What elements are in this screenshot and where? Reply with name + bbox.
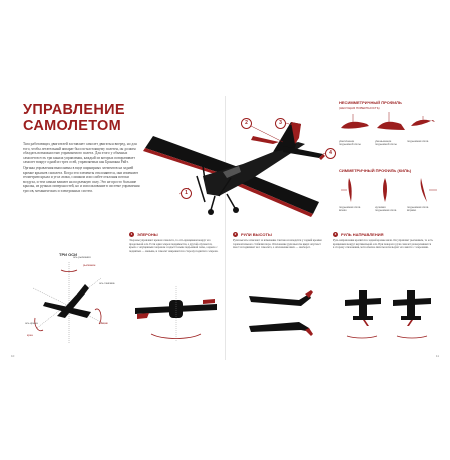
plane-top-view-fuselage <box>407 290 415 320</box>
sym-label: подъемная сила вправо <box>407 205 429 212</box>
book-spread <box>3 96 447 360</box>
plane-side-up <box>249 294 311 306</box>
roll-label: крен <box>27 333 33 337</box>
callout-2: 2 <box>241 118 252 129</box>
pitch-label: тангаж <box>99 321 108 325</box>
sym-airfoil <box>421 178 427 202</box>
rudder-diagram <box>337 286 437 346</box>
plane-top-view-tail <box>401 316 421 320</box>
rudder-deflected <box>407 320 413 326</box>
section-2-marker: 2 <box>234 232 237 236</box>
wheel <box>208 209 214 215</box>
aileron-down <box>137 313 149 319</box>
aileron-up <box>203 299 215 304</box>
section-3-title: РУЛЬ НАПРАВЛЕНИЯ <box>341 232 384 237</box>
section-1-marker: 1 <box>130 232 133 236</box>
section-1-text: Элероны управляют креном самолета, то есть вращением вокруг его продольной оси. Если один элерон поднимается, а другой опускается, крыло с опущенным элероном создает больше подъемной силы, а крыло с поднятым — меньше, и самолет накреняется в сторону поднятого элерона. <box>129 239 219 253</box>
asym-label: уменьшение подъемной силы <box>375 139 397 146</box>
airfoil-shape <box>411 120 435 126</box>
asym-label: подъемная сила <box>407 139 429 143</box>
sym-profile-diagrams <box>339 176 439 206</box>
wheel <box>233 207 239 213</box>
landing-gear <box>227 194 235 208</box>
rudder-deflected <box>363 320 369 326</box>
propeller <box>197 176 205 202</box>
sym-profile-title: СИММЕТРИЧНЫЙ ПРОФИЛЬ (КИЛЬ) <box>339 168 412 173</box>
asym-label: увеличение подъемной силы <box>339 139 361 146</box>
yaw-direction-arrow <box>347 336 377 338</box>
section-2-title: РУЛИ ВЫСОТЫ <box>241 232 272 237</box>
landing-gear <box>211 196 215 210</box>
page-number-left: 10 <box>11 354 15 358</box>
section-1-title: ЭЛЕРОНЫ <box>137 232 158 237</box>
sym-label: нулевая подъемная сила <box>375 205 397 212</box>
page-number-right: 11 <box>435 354 439 358</box>
sym-airfoil <box>348 178 351 202</box>
title-line-1: УПРАВЛЕНИЕ <box>23 102 125 118</box>
pitch-axis-label: ось тангажа <box>99 281 115 285</box>
asym-profile-title: НЕСИММЕТРИЧНЫЙ ПРОФИЛЬ <box>339 100 402 105</box>
airfoil-shape <box>377 122 405 130</box>
sym-label: подъемная сила влево <box>339 205 361 212</box>
main-airplane-illustration <box>123 114 333 224</box>
callout-1: 1 <box>181 188 192 199</box>
axes-plane-tail <box>77 284 89 296</box>
section-3-text: Руль направления крепится к задней кромке киля. Он управляет рысканием, то есть вращением вокруг вертикальной оси. При повороте руля самолет разворачивается в сторону отклонения, хотя обычно пилоты используют его вместе с элеронами. <box>333 239 433 250</box>
elevator-left <box>251 136 279 144</box>
plane-side-down <box>249 322 311 332</box>
title-line-2: САМОЛЕТОМ <box>23 118 121 134</box>
sym-airfoil <box>383 178 387 202</box>
horizontal-stabilizer <box>283 146 323 158</box>
intro-paragraph: Тяга работающих двигателей заставляет самолет двигаться вперед, но для того, чтобы летательный аппарат был по-настоящему полезен, он должен обладать возможностью управляемого полета. Для этого у обычных самолетов есть три канала управления, каждый из которых поворачивает самолет вокруг одной из трех осей, управляемых как Бранзаны Райт. <box>23 142 137 165</box>
callout-3: 3 <box>275 118 286 129</box>
callout-4: 4 <box>325 148 336 159</box>
airfoil-shape <box>341 122 369 129</box>
intro-paragraph: Органы управления выполнены в виде шарнирных элементов на задней кромке крыльев самолета. Когда эти элементы отклоняются, они изменяют геометрию крыла и угол атаки, слишком или слабее отклоняя потоки воздуха, и тем самым влияют на подъемную силу. Это не просто большие крылья, из ручных поверхностей, но и использование в системе управления тросов, механических и электронных систем. <box>23 165 140 193</box>
section-3-marker: 3 <box>334 232 337 236</box>
yaw-axis-label: ось рыскания <box>73 255 91 259</box>
section-2-text: Рули высоты отвечают за изменение тангажа и находятся у задней кромки горизонтального стабилизатора. Отклонение руля высоты вверх опускает хвост и поднимает нос самолета, а отклонение вниз — наоборот. <box>233 239 322 250</box>
roll-axis-label: ось крена <box>25 321 38 325</box>
plane-top-view-fuselage <box>359 290 367 320</box>
elevators-diagram <box>239 286 319 346</box>
three-axes-title: ТРИ ОСИ <box>59 252 77 257</box>
asym-profile-subtitle: (НЕСУЩАЯ ПОВЕРХНОСТЬ) <box>339 106 380 110</box>
plane-top-view-tail <box>353 316 373 320</box>
yaw-label: рыскание <box>83 263 96 267</box>
yaw-direction-arrow <box>397 336 427 338</box>
ailerons-diagram <box>131 284 221 344</box>
